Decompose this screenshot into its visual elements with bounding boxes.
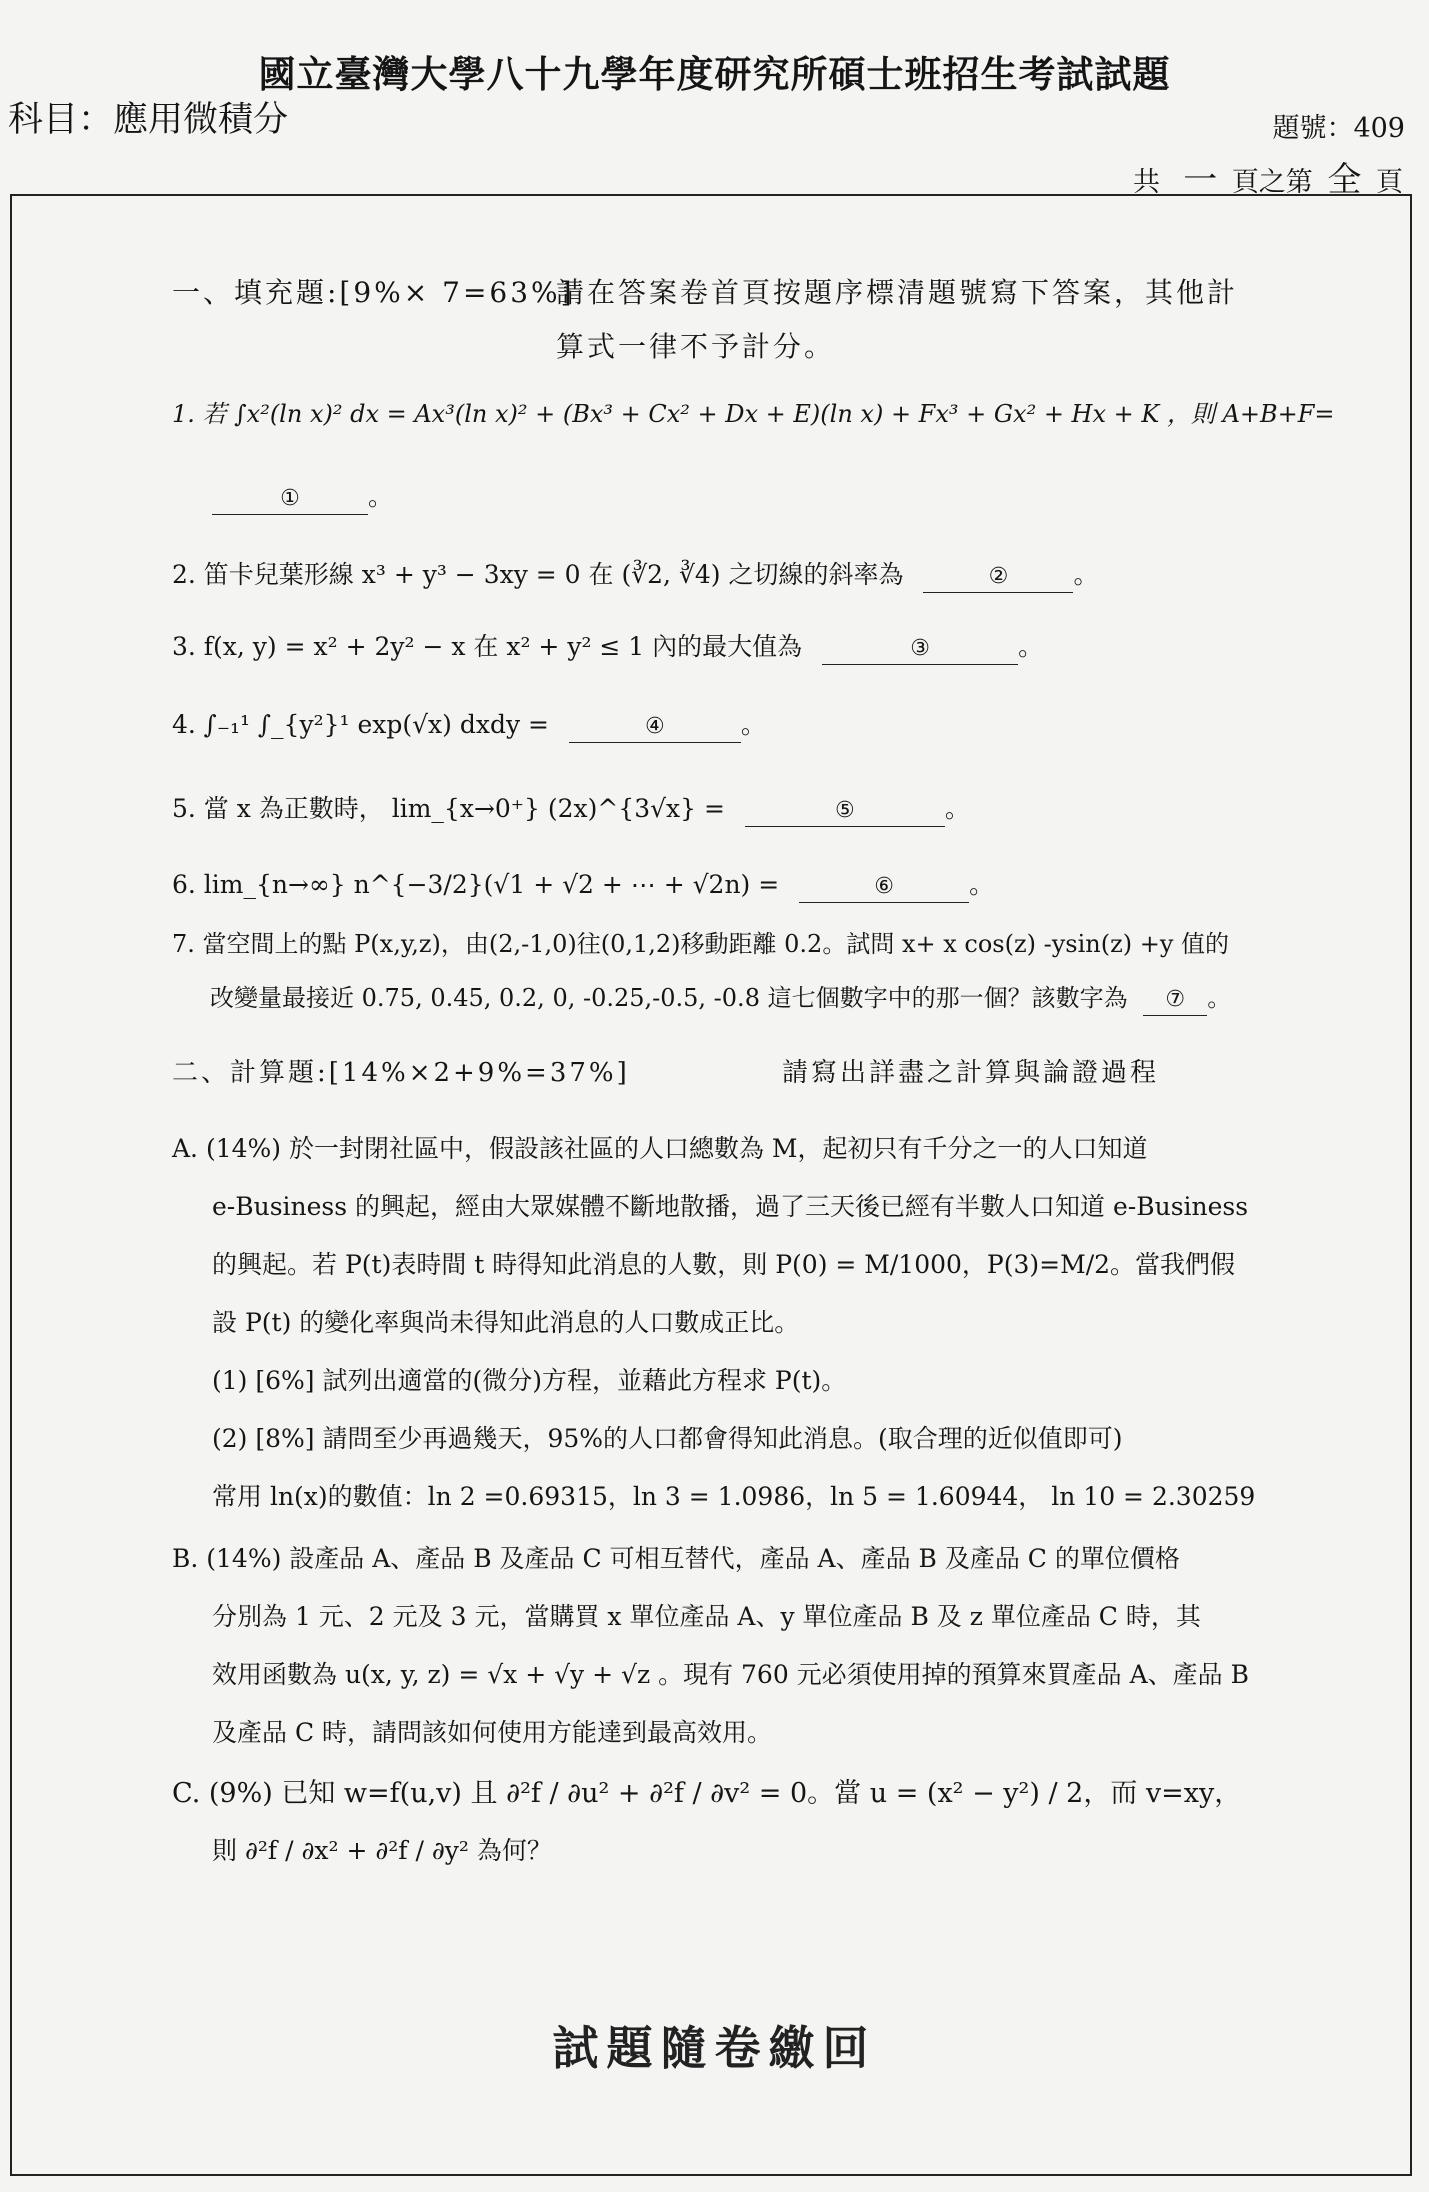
answer-blank-3: ③	[822, 634, 1018, 665]
q1-period: 。	[368, 482, 394, 511]
question-number: 題號：409	[1272, 113, 1405, 144]
question-3	[172, 632, 1043, 665]
question-5-text: 5. 當 x 為正數時， lim_{x→0⁺} (2x)^{3√x} =	[172, 794, 725, 823]
subject-label: 科目：應用微積分	[8, 100, 289, 140]
answer-blank-1: ①	[212, 484, 368, 515]
question-5	[172, 794, 970, 827]
problem-a-sub-2: (2) [8%] 請問至少再過幾天，95%的人口都會得知此消息。(取合理的近似值即可)	[212, 1424, 1123, 1453]
problem-b-line-1: B. (14%) 設產品 A、產品 B 及產品 C 可相互替代，產品 A、產品 B 及產品 C 的單位價格	[172, 1544, 1180, 1573]
problem-b-line-3: 效用函數為 u(x, y, z) = √x + √y + √z 。現有 760 元必須使用掉的預算來買產品 A、產品 B	[212, 1660, 1250, 1689]
answer-blank-4: ④	[569, 712, 741, 743]
section1-instruction-1: 請在答案卷首頁按題序標清題號寫下答案，其他計	[556, 276, 1239, 309]
exam-title: 國立臺灣大學八十九學年度研究所碩士班招生考試試題	[258, 52, 1171, 96]
q2-period: 。	[1073, 560, 1099, 589]
problem-a-ln-values: 常用 ln(x)的數值：ln 2 =0.69315，ln 3 = 1.0986，ln 5 = 1.60944， ln 10 = 2.30259	[212, 1482, 1256, 1511]
problem-b-line-4: 及產品 C 時，請問該如何使用方能達到最高效用。	[212, 1718, 773, 1747]
problem-b-line-2: 分別為 1 元、2 元及 3 元，當購買 x 單位產品 A、y 單位產品 B 及 z 單位產品 C 時，其	[212, 1602, 1201, 1631]
pages-total: 一	[1183, 160, 1218, 200]
question-7-text: 改變量最接近 0.75, 0.45, 0.2, 0, -0.25,-0.5, -0.8 這七個數字中的那一個？該數字為	[210, 984, 1128, 1012]
pages-mid: 頁之第	[1231, 167, 1313, 198]
question-6	[172, 870, 994, 903]
section1-title: 一、填充題:[9%× 7=63%]	[172, 276, 575, 309]
problem-a-line-3: 的興起。若 P(t)表時間 t 時得知此消息的人數，則 P(0) = M/1000，P(3)=M/2。當我們假	[212, 1250, 1236, 1279]
problem-c-line-1: C. (9%) 已知 w=f(u,v) 且 ∂²f / ∂u² + ∂²f / ∂v² = 0。當 u = (x² − y²) / 2，而 v=xy，	[172, 1778, 1242, 1809]
q6-period: 。	[969, 870, 995, 899]
question-2-text: 2. 笛卡兒葉形線 x³ + y³ − 3xy = 0 在 (∛2, ∛4) 之切線的斜率為	[172, 560, 904, 589]
return-stamp: 試題隨卷繳回	[552, 2021, 877, 2075]
question-3-text: 3. f(x, y) = x² + 2y² − x 在 x² + y² ≤ 1 內的最大值為	[172, 632, 803, 661]
pages-current: 全	[1327, 160, 1362, 200]
section1-instruction-2: 算式一律不予計分。	[556, 330, 836, 363]
problem-a-line-2: e-Business 的興起，經由大眾媒體不斷地散播，過了三天後已經有半數人口知道 e-Business	[212, 1192, 1249, 1221]
answer-blank-7: ⑦	[1143, 985, 1207, 1016]
question-7-line-2	[210, 984, 1231, 1016]
q7-period: 。	[1207, 984, 1232, 1012]
problem-a-sub-1: (1) [6%] 試列出適當的(微分)方程，並藉此方程求 P(t)。	[212, 1366, 847, 1395]
question-7-line-1: 7. 當空間上的點 P(x,y,z)，由(2,-1,0)往(0,1,2)移動距離 0.2。試問 x+ x cos(z) -ysin(z) +y 值的	[172, 930, 1230, 958]
problem-a-line-1: A. (14%) 於一封閉社區中，假設該社區的人口總數為 M，起初只有千分之一的人口知道	[172, 1134, 1148, 1163]
question-6-text: 6. lim_{n→∞} n^{−3/2}(√1 + √2 + ⋯ + √2n) =	[172, 870, 780, 899]
question-2	[172, 560, 1098, 593]
problem-c-line-2: 則 ∂²f / ∂x² + ∂²f / ∂y² 為何？	[212, 1836, 552, 1865]
pages-prefix: 共	[1133, 167, 1161, 198]
question-4	[172, 710, 766, 743]
q4-period: 。	[740, 710, 766, 739]
question-1: 1. 若 ∫x²(ln x)² dx = Ax³(ln x)² + (Bx³ + Cx² + Dx + E)(ln x) + Fx³ + Gx² + Hx + K ，則 A+B+F=	[172, 400, 1335, 428]
question-4-text: 4. ∫₋₁¹ ∫_{y²}¹ exp(√x) dxdy =	[172, 710, 549, 739]
pages-suffix: 頁	[1376, 167, 1403, 198]
q3-period: 。	[1018, 632, 1044, 661]
section2-instruction: 請寫出詳盡之計算與論證過程	[782, 1058, 1160, 1088]
answer-blank-2: ②	[923, 562, 1073, 593]
section2-title: 二、計算題:[14%×2+9%=37%]	[172, 1058, 630, 1088]
question-1-answer	[212, 482, 393, 515]
answer-blank-5: ⑤	[745, 796, 945, 827]
q5-period: 。	[944, 794, 970, 823]
problem-a-line-4: 設 P(t) 的變化率與尚未得知此消息的人口數成正比。	[212, 1308, 800, 1337]
answer-blank-6: ⑥	[799, 872, 969, 903]
